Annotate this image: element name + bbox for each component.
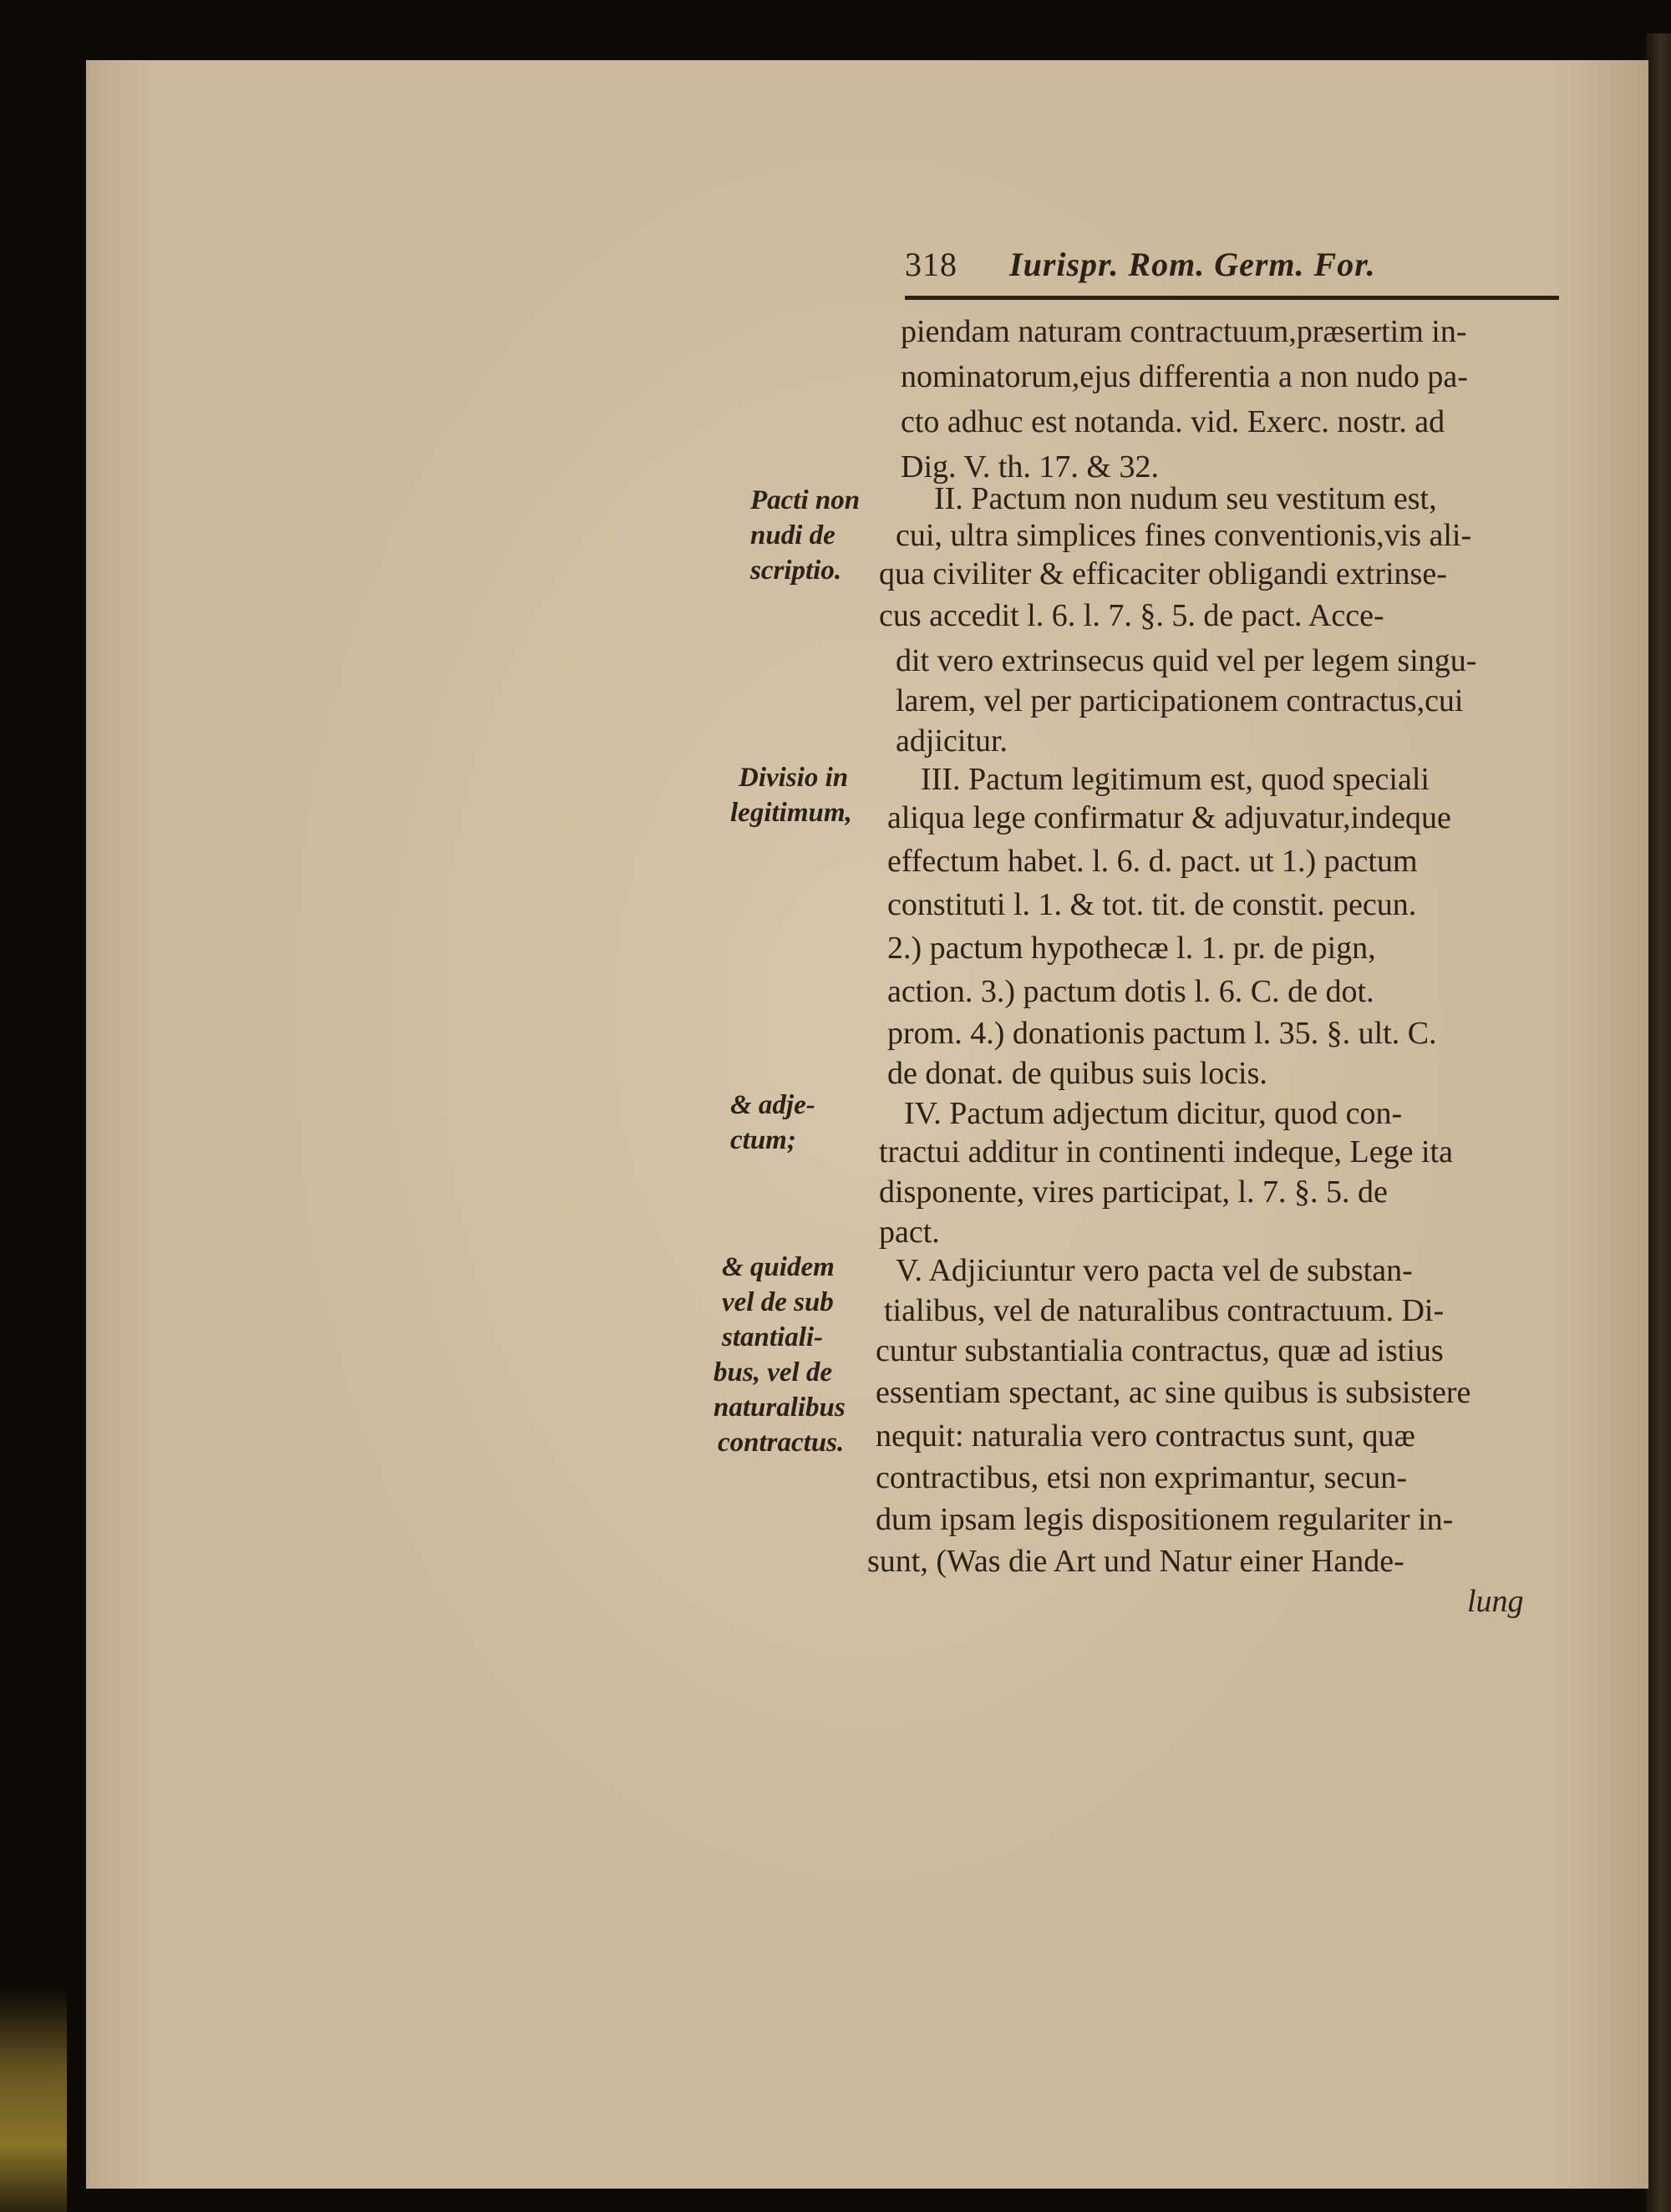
- body-line: Dig. V. th. 17. & 32.: [901, 449, 1159, 485]
- body-line: dum ipsam legis dispositionem regulariter in-: [876, 1502, 1454, 1537]
- body-line: adjicitur.: [896, 723, 1008, 758]
- body-line: pact.: [879, 1215, 940, 1250]
- margin-note: & quidem: [722, 1252, 835, 1282]
- body-line: essentiam spectant, ac sine quibus is subsistere: [876, 1375, 1471, 1410]
- body-line: II. Pactum non nudum seu vestitum est,: [934, 481, 1437, 516]
- body-line: constituti l. 1. & tot. tit. de constit. pecun.: [887, 887, 1417, 922]
- margin-note: Pacti non: [750, 485, 861, 515]
- body-line: nominatorum,ejus differentia a non nudo pa-: [901, 359, 1468, 394]
- body-line: de donat. de quibus suis locis.: [887, 1056, 1267, 1091]
- margin-note: scriptio.: [750, 556, 842, 586]
- body-line: prom. 4.) donationis pactum l. 35. §. ult. C.: [887, 1016, 1437, 1051]
- body-line: aliqua lege confirmatur & adjuvatur,indeque: [887, 800, 1451, 835]
- body-line: cuntur substantialia contractus, quæ ad istius: [876, 1333, 1444, 1368]
- margin-note: Divisio in: [739, 763, 849, 793]
- body-line: IV. Pactum adjectum dicitur, quod con-: [904, 1096, 1403, 1131]
- page-edge-stain: [0, 1988, 67, 2212]
- body-line: nequit: naturalia vero contractus sunt, quæ: [876, 1418, 1415, 1454]
- margin-note: ctum;: [730, 1125, 796, 1155]
- body-line: effectum habet. l. 6. d. pact. ut 1.) pactum: [887, 844, 1418, 879]
- body-line: qua civiliter & efficaciter obligandi extrinse-: [879, 556, 1447, 591]
- margin-note: contractus.: [718, 1428, 845, 1458]
- page-number: 318: [905, 246, 957, 283]
- body-line: contractibus, etsi non exprimantur, secun-: [876, 1460, 1407, 1495]
- body-line: cui, ultra simplices fines conventionis,vis ali-: [896, 518, 1472, 553]
- header-rule: [905, 296, 1559, 300]
- body-line: V. Adjiciuntur vero pacta vel de substan-: [896, 1253, 1413, 1288]
- margin-note: vel de sub: [722, 1287, 834, 1317]
- body-line: lung: [1467, 1584, 1524, 1619]
- page-edge-right: [1646, 33, 1671, 2212]
- body-line: tialibus, vel de naturalibus contractuum. Di-: [884, 1293, 1445, 1328]
- margin-note: & adje-: [730, 1090, 815, 1120]
- body-line: III. Pactum legitimum est, quod speciali: [921, 762, 1430, 797]
- body-line: cto adhuc est notanda. vid. Exerc. nostr. ad: [901, 404, 1445, 439]
- running-title: Iurispr. Rom. Germ. For.: [1009, 246, 1376, 283]
- body-line: dit vero extrinsecus quid vel per legem singu-: [896, 643, 1477, 678]
- body-line: disponente, vires participat, l. 7. §. 5. de: [879, 1174, 1388, 1210]
- margin-note: stantiali-: [722, 1322, 824, 1352]
- body-line: tractui additur in continenti indeque, Lege ita: [879, 1134, 1453, 1169]
- body-line: cus accedit l. 6. l. 7. §. 5. de pact. Acce-: [879, 598, 1384, 633]
- running-head: [905, 242, 1376, 287]
- margin-note: naturalibus: [714, 1393, 846, 1423]
- body-line: piendam naturam contractuum,præsertim in-: [901, 314, 1467, 349]
- body-line: action. 3.) pactum dotis l. 6. C. de dot.: [887, 974, 1374, 1009]
- body-line: 2.) pactum hypothecæ l. 1. pr. de pign,: [887, 931, 1376, 966]
- body-line: sunt, (Was die Art und Natur einer Hande-: [867, 1544, 1404, 1579]
- margin-note: legitimum,: [730, 798, 852, 828]
- margin-note: nudi de: [750, 520, 836, 550]
- margin-note: bus, vel de: [714, 1357, 833, 1388]
- body-line: larem, vel per participationem contractus,cui: [896, 683, 1464, 718]
